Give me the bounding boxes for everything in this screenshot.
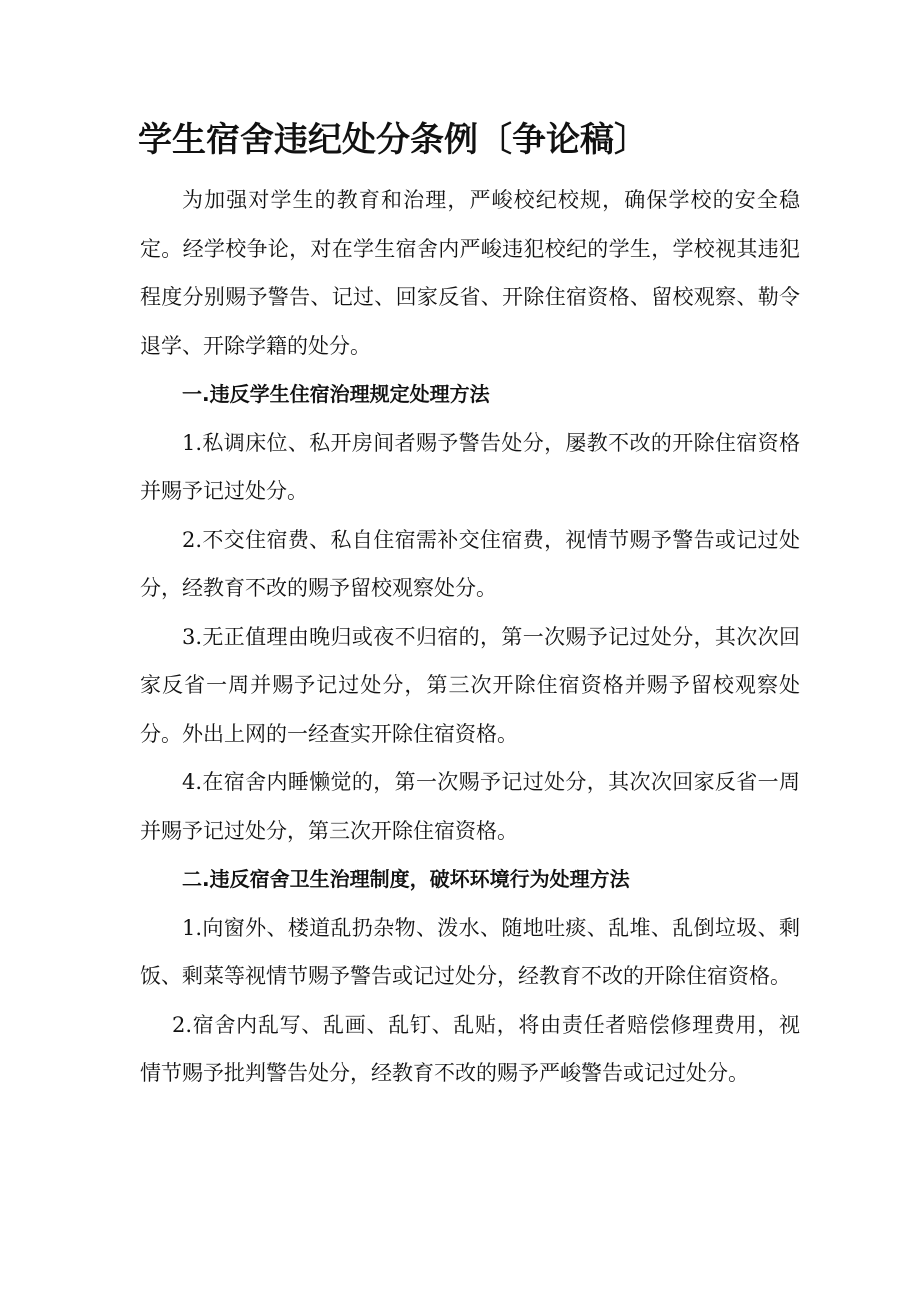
document-title: 学生宿舍违纪处分条例〔争论稿〕 — [138, 120, 648, 160]
intro-paragraph: 为加强对学生的教育和治理，严峻校纪校规，确保学校的安全稳定。经学校争论，对在学生宿舍内严峻违犯校纪的学生，学校视其违犯程度分别赐予警告、记过、回家反省、开除住宿资格、留校观察、勒令退学、开除学籍的处分。 — [140, 188, 800, 358]
document-body — [140, 176, 800, 1098]
rule-paragraph-1-3: 3.无正值理由晚归或夜不归宿的，第一次赐予记过处分，其次次回家反省一周并赐予记过处分，第三次开除住宿资格并赐予留校观察处分。外出上网的一经查实开除住宿资格。 — [140, 624, 800, 746]
rule-paragraph-1-4: 4.在宿舍内睡懒觉的，第一次赐予记过处分，其次次回家反省一周并赐予记过处分，第三次开除住宿资格。 — [140, 770, 800, 843]
rule-paragraph-1-1: 1.私调床位、私开房间者赐予警告处分，屡教不改的开除住宿资格并赐予记过处分。 — [140, 430, 800, 503]
section-heading-2: 二.违反宿舍卫生治理制度，破坏环境行为处理方法 — [182, 867, 630, 891]
rule-paragraph-2-1: 1.向窗外、楼道乱扔杂物、泼水、随地吐痰、乱堆、乱倒垃圾、剩饭、剩菜等视情节赐予警告或记过处分，经教育不改的开除住宿资格。 — [140, 915, 800, 988]
section-heading-1: 一.违反学生住宿治理规定处理方法 — [182, 382, 490, 406]
rule-paragraph-1-2: 2.不交住宿费、私自住宿需补交住宿费，视情节赐予警告或记过处分，经教育不改的赐予留校观察处分。 — [140, 527, 800, 600]
rule-paragraph-2-2: 2.宿舍内乱写、乱画、乱钉、乱贴，将由责任者赔偿修理费用，视情节赐予批判警告处分，经教育不改的赐予严峻警告或记过处分。 — [140, 1012, 800, 1085]
